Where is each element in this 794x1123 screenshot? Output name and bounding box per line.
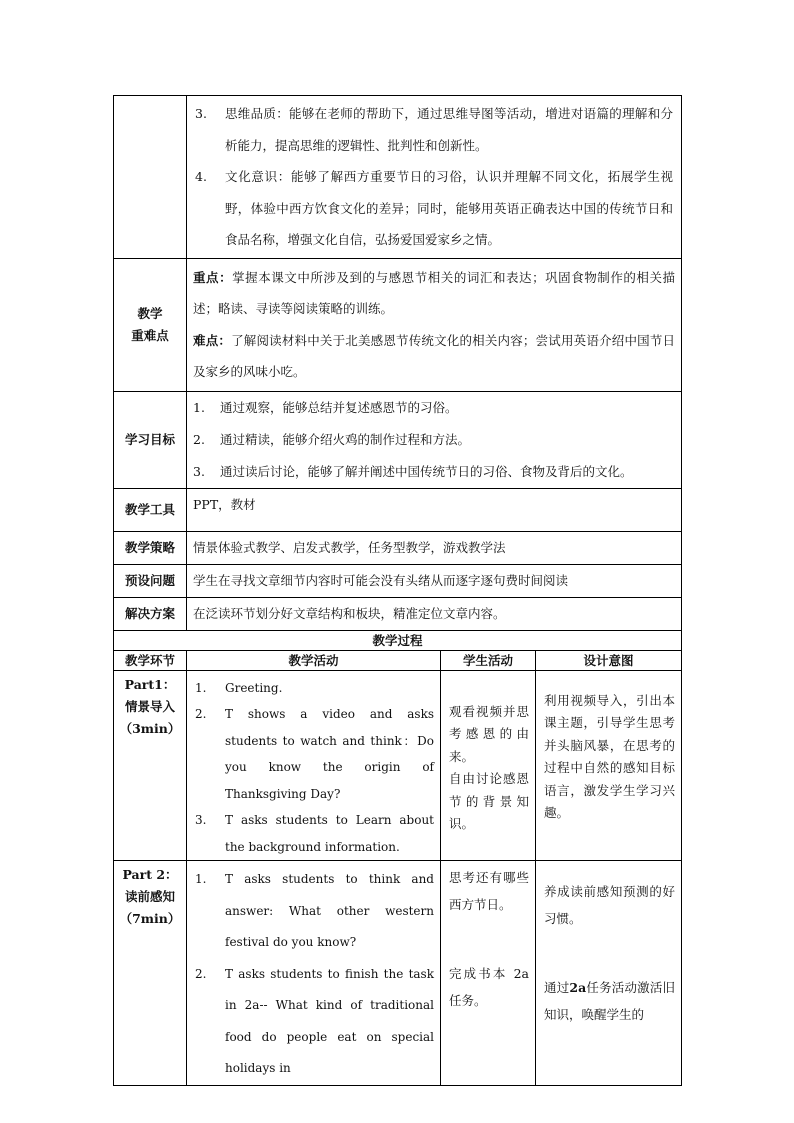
part-label-line: 读前感知: [124, 889, 175, 904]
part-label-line: （3min）: [119, 720, 181, 736]
part-label-line: 情景导入: [124, 698, 175, 714]
intent-text-bold: 2a: [569, 980, 587, 995]
objectives-content: [187, 391, 682, 488]
activity-text: T asks students to Learn about the background information.: [225, 813, 434, 854]
solution-label: 解决方案: [114, 597, 187, 630]
header-activity: 教学活动: [187, 650, 441, 670]
focus-text: 掌握本课文中所涉及到的与感恩节相关的词汇和表达；巩固食物制作的相关描述；略读、寻读等阅读策略的训练。: [193, 269, 676, 316]
goals-label-cell: [114, 96, 187, 259]
solution-row: [114, 597, 682, 630]
tools-label: 教学工具: [114, 488, 187, 531]
objective-text: 通过读后讨论，能够了解并阐述中国传统节日的习俗、食物及背后的文化。: [220, 463, 633, 479]
problem-row: [114, 564, 682, 597]
lesson-plan-table: [113, 95, 682, 1086]
difficulty-label: 难点：: [193, 332, 232, 348]
objective-item: [193, 392, 675, 424]
goal-text: 思维品质：能够在老师的帮助下，通过思维导图等活动，增进对语篇的理解和分析能力，提高思维的逻辑性、批判性和创新性。: [225, 106, 674, 153]
process-header-row: [114, 650, 682, 670]
strategy-value: 情景体验式教学、启发式教学，任务型教学，游戏教学法: [187, 531, 682, 564]
activity-num: 2.: [195, 966, 207, 981]
part1-student: [441, 670, 536, 861]
keypoints-label-line2: 重难点: [131, 327, 169, 343]
activity-text: T asks students to think and answer: What other western festival do you know?: [225, 872, 434, 949]
difficulty-text: 了解阅读材料中关于北美感恩节传统文化的相关内容；尝试用英语介绍中国节日及家乡的风味小吃。: [193, 332, 676, 379]
activity-num: 1.: [195, 872, 207, 886]
objective-text: 通过精读，能够介绍火鸡的制作过程和方法。: [220, 431, 471, 447]
problem-value: 学生在寻找文章细节内容时可能会没有头绪从而逐字逐句费时间阅读: [187, 564, 682, 597]
activity-item: [195, 864, 434, 959]
objective-num: 1.: [193, 399, 205, 415]
objective-num: 2.: [193, 431, 205, 447]
part2-row: [114, 861, 682, 1086]
header-intent: 设计意图: [536, 650, 682, 670]
intent-text: 养成读前感知预测的好习惯。: [544, 884, 676, 926]
activity-num: 1.: [195, 680, 207, 695]
activity-item: [195, 675, 434, 702]
keypoints-label: [114, 258, 187, 391]
part1-row: [114, 670, 682, 861]
keypoints-content: [187, 258, 682, 391]
intent-text-2: [544, 974, 675, 1028]
part1-intent: [536, 670, 682, 861]
activity-item: [195, 807, 434, 860]
part2-student: [441, 861, 536, 1086]
part1-activities: [187, 670, 441, 861]
focus-paragraph: [193, 262, 675, 325]
objective-num: 3.: [193, 463, 205, 479]
part2-label: [114, 861, 187, 1086]
part2-activities: [187, 861, 441, 1086]
solution-value: 在泛读环节划分好文章结构和板块，精准定位文章内容。: [187, 597, 682, 630]
part2-intent: [536, 861, 682, 1086]
header-stage: 教学环节: [114, 650, 187, 670]
student-activity-text: 完成书本 2a 任务。: [449, 966, 529, 1008]
activity-text: Greeting.: [225, 680, 283, 695]
student-activity-text: 自由讨论感恩节的背景知识。: [449, 771, 529, 831]
focus-label: 重点：: [193, 269, 233, 285]
keypoints-label-line1: 教学: [137, 305, 163, 321]
intent-text: 利用视频导入，引出本课主题，引导学生思考并头脑风暴，在思考的过程中自然的感知目标语言，激发学生学习兴趣。: [544, 692, 676, 820]
goals-continued-row: [114, 96, 682, 259]
student-activity-text: 观看视频并思考感恩的由来。: [449, 703, 529, 764]
part-label-line: （7min）: [119, 911, 181, 926]
activity-item: [195, 701, 434, 807]
activity-text: T asks students to finish the task in 2a-- What kind of traditional food do people eat on special holidays in: [225, 966, 434, 1075]
goal-num: 3.: [195, 106, 207, 121]
intent-text-pre: 通过: [544, 980, 570, 995]
tools-row: [114, 488, 682, 531]
process-title: 教学过程: [114, 630, 682, 650]
problem-label: 预设问题: [114, 564, 187, 597]
part-label-line: Part1：: [124, 676, 176, 692]
objective-text: 通过观察，能够总结并复述感恩节的习俗。: [220, 399, 458, 415]
goal-item-3: [195, 98, 673, 161]
objective-item: [193, 424, 675, 456]
intent-text-post: 任务活动激活旧知识，唤醒学生的: [544, 980, 676, 1022]
strategy-label: 教学策略: [114, 531, 187, 564]
activity-num: 3.: [195, 813, 207, 827]
student-activity-text: 思考还有哪些西方节日。: [449, 870, 529, 912]
process-title-row: [114, 630, 682, 650]
header-student: 学生活动: [441, 650, 536, 670]
objective-item: [193, 456, 675, 488]
objectives-row: [114, 391, 682, 488]
activity-num: 2.: [195, 707, 207, 721]
goals-content-cell: [187, 96, 682, 259]
keypoints-row: [114, 258, 682, 391]
goal-text: 文化意识：能够了解西方重要节日的习俗，认识并理解不同文化，拓展学生视野，体验中西方饮食文化的差异；同时，能够用英语正确表达中国的传统节日和食品名称，增强文化自信，弘扬爱国爱家乡之情。: [225, 169, 674, 247]
activity-item: [195, 959, 434, 1085]
tools-value: PPT，教材: [187, 488, 682, 531]
goal-item-4: [195, 161, 673, 256]
objectives-label: 学习目标: [114, 391, 187, 488]
goal-num: 4.: [195, 169, 207, 184]
difficulty-paragraph: [193, 325, 675, 388]
activity-text: T shows a video and asks students to watch and think：Do you know the origin of Thanksgiving Day?: [225, 707, 434, 801]
strategy-row: [114, 531, 682, 564]
part1-label: [114, 670, 187, 861]
part-label-line: Part 2：: [122, 867, 178, 882]
